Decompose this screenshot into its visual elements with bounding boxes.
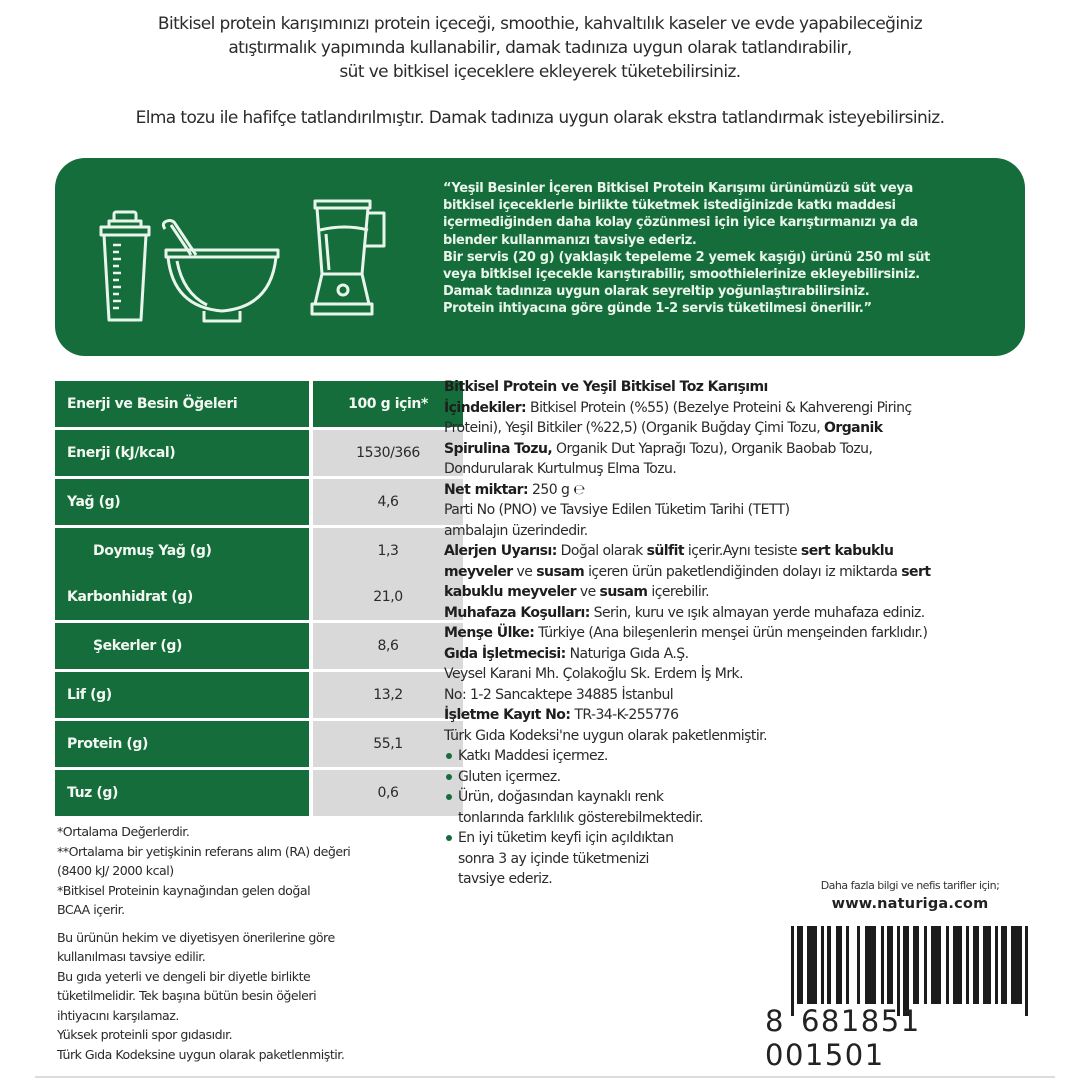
- nutrient-value: 8,6: [309, 623, 463, 672]
- ingredients-text: Bitkisel Protein (%55) (Bezelye Proteini & Kahverengi Pirinç: [526, 399, 912, 416]
- bullet-text: tonlarında farklılık gösterebilmektedir.: [458, 809, 704, 826]
- nutrient-name: Enerji (kJ/kcal): [55, 430, 309, 479]
- net-quantity-value: 250 g ℮: [528, 481, 585, 498]
- nutrient-value: 1,3: [309, 528, 463, 574]
- lot-info: ambalajın üzerindedir.: [444, 522, 588, 539]
- footnotes: [57, 822, 427, 1064]
- blender-icon: [310, 198, 400, 323]
- nutrient-name: Doymuş Yağ (g): [55, 528, 309, 574]
- table-row: [55, 721, 463, 770]
- advice-line: Yüksek proteinli spor gıdasıdır.: [57, 1027, 233, 1042]
- allergen-bold: susam: [599, 584, 648, 600]
- allergen-text: içerir.Aynı tesiste: [683, 543, 801, 559]
- shaker-bottle-icon: [95, 210, 155, 325]
- advice-line: Bu ürünün hekim ve diyetisyen önerilerine göre: [57, 929, 335, 945]
- advice-line: Türk Gıda Kodeksine uygun olarak paketlenmiştir.: [57, 1046, 345, 1062]
- usage-icons: [85, 198, 425, 328]
- allergen-text: içeren ürün paketlendiğinden dolayı iz miktarda: [584, 563, 902, 580]
- ingredients-text: Dondurularak Kurtulmuş Elma Tozu.: [444, 461, 677, 477]
- operator-label: Gıda İşletmecisi:: [444, 645, 566, 662]
- header-per-100g: 100 g için*: [309, 381, 463, 430]
- storage-label: Muhafaza Koşulları:: [444, 604, 590, 621]
- ingredients-text: Organik Dut Yaprağı Tozu), Organik Baobab Tozu,: [552, 440, 873, 457]
- table-row: [55, 770, 463, 816]
- feature-bullets: [444, 746, 1054, 890]
- bullet-text: sonra 3 ay içinde tüketmenizi: [458, 850, 649, 867]
- barcode-bars-icon: [765, 926, 1045, 1016]
- origin-country: [444, 623, 1054, 644]
- footnote-line: *Bitkisel Proteinin kaynağından gelen doğal: [57, 882, 311, 898]
- intro-line: süt ve bitkisel içeceklere ekleyerek tüketebilirsiniz.: [339, 62, 741, 82]
- table-header-row: [55, 381, 463, 430]
- net-quantity-label: Net miktar:: [444, 481, 529, 498]
- bullet-text: Ürün, doğasından kaynaklı renk: [458, 789, 664, 805]
- website-url[interactable]: www.naturiga.com: [831, 896, 989, 912]
- intro-text: [0, 12, 1080, 130]
- net-quantity: [444, 480, 1054, 501]
- nutrient-value: 21,0: [309, 574, 463, 623]
- product-title: Bitkisel Protein ve Yeşil Bitkisel Toz Karışımı: [444, 379, 768, 395]
- bowl-with-spoon-icon: [159, 213, 284, 323]
- advice-line: ihtiyacını karşılamaz.: [57, 1007, 179, 1023]
- ingredients-bold: Spirulina Tozu,: [444, 440, 553, 457]
- usage-instructions-text: [443, 180, 1003, 318]
- allergen-bold: sülfit: [646, 543, 684, 559]
- table-row: [55, 528, 463, 574]
- ingredients: [444, 398, 1054, 419]
- bullet-item: Katkı Maddesi içermez.: [444, 746, 1054, 767]
- allergen-bold: meyveler: [444, 563, 513, 580]
- footnote-line: (8400 kJ/ 2000 kcal): [57, 863, 174, 878]
- nutrient-name: Tuz (g): [55, 770, 309, 816]
- nutrient-name: Yağ (g): [55, 479, 309, 528]
- operator-value: Naturiga Gıda A.Ş.: [565, 645, 689, 662]
- footnote-line: **Ortalama bir yetişkinin referans alım (RA) değeri: [57, 843, 351, 859]
- footnote-line: *Ortalama Değerlerdir.: [57, 824, 190, 839]
- allergen-bold: kabuklu meyveler: [444, 584, 576, 600]
- nutrient-value: 13,2: [309, 672, 463, 721]
- codex-note: Türk Gıda Kodeksi'ne uygun olarak paketlenmiştir.: [444, 727, 767, 744]
- table-row: [55, 623, 463, 672]
- allergen-label: Alerjen Uyarısı:: [444, 543, 557, 559]
- address-line: No: 1-2 Sancaktepe 34885 İstanbul: [444, 686, 674, 703]
- allergen-bold: susam: [536, 563, 585, 580]
- website-label: Daha fazla bilgi ve nefis tarifler için;: [820, 879, 1000, 892]
- usage-line: veya bitkisel içecekle karıştırabilir, smoothielerinize ekleyebilirsiniz.: [443, 267, 920, 283]
- nutrient-value: 1530/366: [309, 430, 463, 479]
- usage-line: Bir servis (20 g) (yaklaşık tepeleme 2 yemek kaşığı) ürünü 250 ml süt: [443, 249, 930, 265]
- bullet-item: [444, 787, 1054, 828]
- nutrient-name: Karbonhidrat (g): [55, 574, 309, 623]
- usage-line: içermediğinden daha kolay çözünmesi için iyice karıştırmanızı ya da: [443, 215, 918, 231]
- barcode: [765, 926, 1045, 1072]
- nutrient-name: Şekerler (g): [55, 623, 309, 672]
- allergen-bold: sert kabuklu: [800, 543, 894, 559]
- nutrient-value: 55,1: [309, 721, 463, 770]
- barcode-left-group: 681851: [800, 1004, 921, 1038]
- advice-line: Bu gıda yeterli ve dengeli bir diyetle birlikte: [57, 968, 311, 984]
- allergen-bold: sert: [901, 563, 931, 580]
- table-row: [55, 574, 463, 623]
- registration-number: [444, 705, 1054, 726]
- storage-conditions: [444, 603, 1054, 624]
- usage-line: Damak tadınıza uygun olarak seyreltip yoğunlaştırabilirsiniz.: [443, 284, 870, 300]
- barcode-number: [765, 1004, 1045, 1072]
- nutrient-name: Protein (g): [55, 721, 309, 770]
- ingredients-bold: Organik: [824, 420, 883, 436]
- usage-instructions-box: [55, 158, 1025, 356]
- advice-line: kullanılması tavsiye edilir.: [57, 949, 206, 964]
- origin-value: Türkiye (Ana bileşenlerin menşei ürün menşeinden farklıdır.): [534, 625, 928, 641]
- table-row: [55, 430, 463, 479]
- intro-line: Bitkisel protein karışımınızı protein içeceği, smoothie, kahvaltılık kaseler ve evde yapabileceğiniz: [157, 14, 923, 34]
- sweetened-note: Elma tozu ile hafifçe tatlandırılmıştır. Damak tadınıza uygun olarak ekstra tatlandırmak isteyebilirsiniz.: [135, 108, 945, 128]
- allergen-text: içerebilir.: [647, 584, 710, 600]
- usage-line: “Yeşil Besinler İçeren Bitkisel Protein Karışımı ürünümüzü süt veya: [443, 181, 913, 196]
- food-operator: [444, 644, 1054, 665]
- bullet-text: tavsiye ederiz.: [458, 871, 553, 887]
- product-info: [444, 377, 1054, 890]
- allergen-text: ve: [512, 563, 537, 580]
- lot-info: Parti No (PNO) ve Tavsiye Edilen Tüketim Tarihi (TETT): [444, 502, 790, 518]
- registration-value: TR-34-K-255776: [570, 707, 679, 723]
- website-block: [775, 878, 1045, 914]
- origin-label: Menşe Ülke:: [444, 625, 535, 641]
- bullet-item: Gluten içermez.: [444, 767, 1054, 788]
- nutrient-value: 4,6: [309, 479, 463, 528]
- usage-line: bitkisel içeceklerle birlikte tüketmek istediğinizde katkı maddesi: [443, 198, 896, 214]
- table-row: [55, 672, 463, 721]
- bottom-divider: [35, 1076, 1055, 1078]
- bullet-text: En iyi tüketim keyfi için açıldıktan: [458, 830, 674, 846]
- allergen-text: Doğal olarak: [556, 543, 647, 559]
- nutrient-name: Lif (g): [55, 672, 309, 721]
- nutrient-value: 0,6: [309, 770, 463, 816]
- nutrition-table: [55, 381, 463, 816]
- advice-line: tüketilmelidir. Tek başına bütün besin öğeleri: [57, 988, 317, 1003]
- registration-label: İşletme Kayıt No:: [444, 707, 571, 723]
- allergen-text: ve: [575, 584, 600, 600]
- table-row: [55, 479, 463, 528]
- allergen-warning: [444, 541, 1054, 562]
- intro-line: atıştırmalık yapımında kullanabilir, damak tadınıza uygun olarak tatlandırabilir,: [228, 38, 852, 58]
- header-nutrient: Enerji ve Besin Öğeleri: [55, 381, 309, 430]
- address-line: Veysel Karani Mh. Çolakoğlu Sk. Erdem İş Mrk.: [444, 666, 743, 682]
- usage-line: blender kullanmanızı tavsiye ederiz.: [443, 232, 697, 248]
- usage-line: Protein ihtiyacına göre günde 1-2 servis tüketilmesi önerilir.”: [443, 301, 872, 317]
- storage-value: Serin, kuru ve ışık almayan yerde muhafaza ediniz.: [589, 604, 925, 621]
- ingredients-label: İçindekiler:: [444, 399, 527, 416]
- barcode-first-digit: 8: [765, 1004, 785, 1038]
- footnote-line: BCAA içerir.: [57, 902, 125, 917]
- barcode-right-group: 001501: [765, 1038, 885, 1072]
- ingredients-text: Proteini), Yeşil Bitkiler (%22,5) (Organik Buğday Çimi Tozu,: [444, 420, 824, 436]
